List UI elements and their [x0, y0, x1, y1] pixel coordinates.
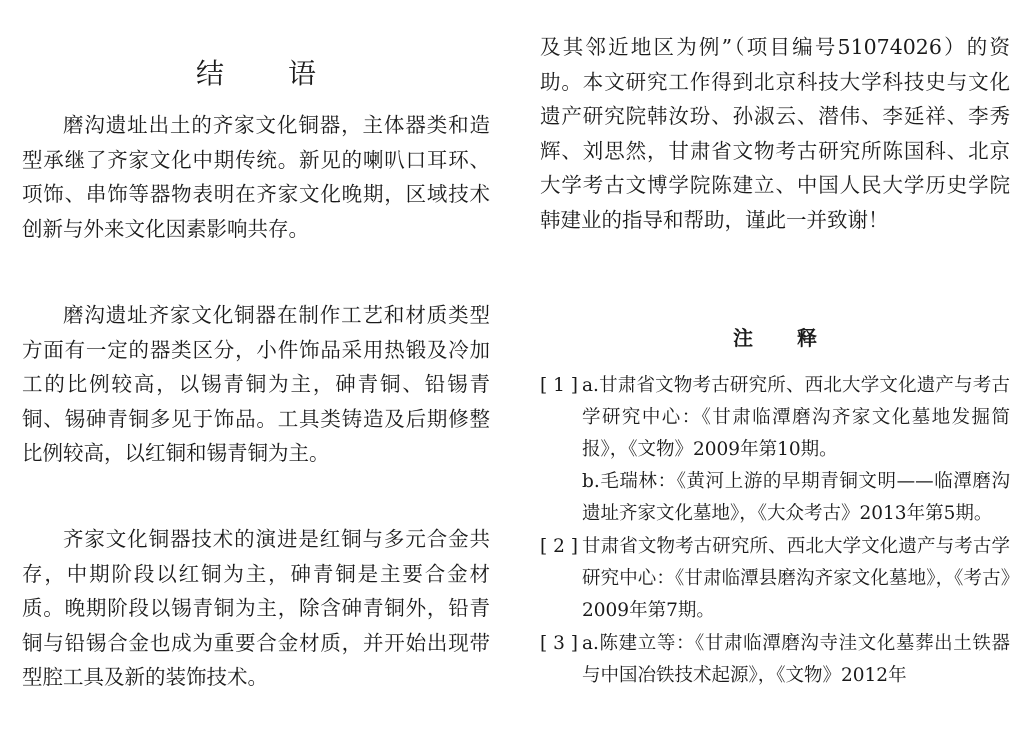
note-1 [540, 370, 1010, 530]
heading-char-2: 语 [288, 57, 317, 90]
notes-list [540, 370, 1010, 693]
notes-heading-char-1: 注 [733, 326, 753, 350]
heading-char-1: 结 [195, 57, 224, 90]
conclusion-paragraph-3: 齐家文化铜器技术的演进是红铜与多元合金共存，中期阶段以红铜为主，砷青铜是主要合金材质。晚期阶段以锡青铜为主，除含砷青铜外，铅青铜与铅锡合金也成为重要合金材质，并开始出现带型腔工具及新的装饰技术。 [22, 527, 490, 689]
note-3 [540, 628, 1010, 692]
conclusion-paragraph-1: 磨沟遗址出土的齐家文化铜器，主体器类和造型承继了齐家文化中期传统。新见的喇叭口耳环、项饰、串饰等器物表明在齐家文化晚期，区域技术创新与外来文化因素影响共存。 [22, 113, 490, 241]
notes-heading [540, 322, 1010, 351]
acknowledgement-paragraph: 及其邻近地区为例”（项目编号51074026）的资助。本文研究工作得到北京科技大学科技史与文化遗产研究院韩汝玢、孙淑云、潜伟、李延祥、李秀辉、刘思然，甘肃省文物考古研究所陈国科、北京大学考古文博学院陈建立、中国人民大学历史学院韩建业的指导和帮助，谨此一并致谢！ [540, 35, 1010, 232]
note-number: [ 3 ] [540, 633, 578, 654]
note-number: [ 1 ] [540, 375, 578, 396]
note-citation: b.毛瑞林：《黄河上游的早期青铜文明——临潭磨沟遗址齐家文化墓地》，《大众考古》2013年第5期。 [582, 471, 1010, 524]
note-citation: a.陈建立等：《甘肃临潭磨沟寺洼文化墓葬出土铁器与中国冶铁技术起源》，《文物》2012年 [582, 633, 1010, 686]
note-2 [540, 531, 1010, 627]
conclusion-paragraph-2: 磨沟遗址齐家文化铜器在制作工艺和材质类型方面有一定的器类区分，小件饰品采用热锻及冷加工的比例较高，以锡青铜为主，砷青铜、铅锡青铜、锡砷青铜多见于饰品。工具类铸造及后期修整比例较高，以红铜和锡青铜为主。 [22, 303, 490, 465]
note-citation: a.甘肃省文物考古研究所、西北大学文化遗产与考古学研究中心：《甘肃临潭磨沟齐家文化墓地发掘简报》，《文物》2009年第10期。 [582, 375, 1010, 460]
note-citation: 甘肃省文物考古研究所、西北大学文化遗产与考古学研究中心：《甘肃临潭县磨沟齐家文化墓地》，《考古》2009年第7期。 [582, 536, 1010, 621]
section-heading [22, 52, 490, 92]
note-number: [ 2 ] [540, 536, 578, 557]
notes-heading-char-2: 释 [797, 326, 817, 350]
